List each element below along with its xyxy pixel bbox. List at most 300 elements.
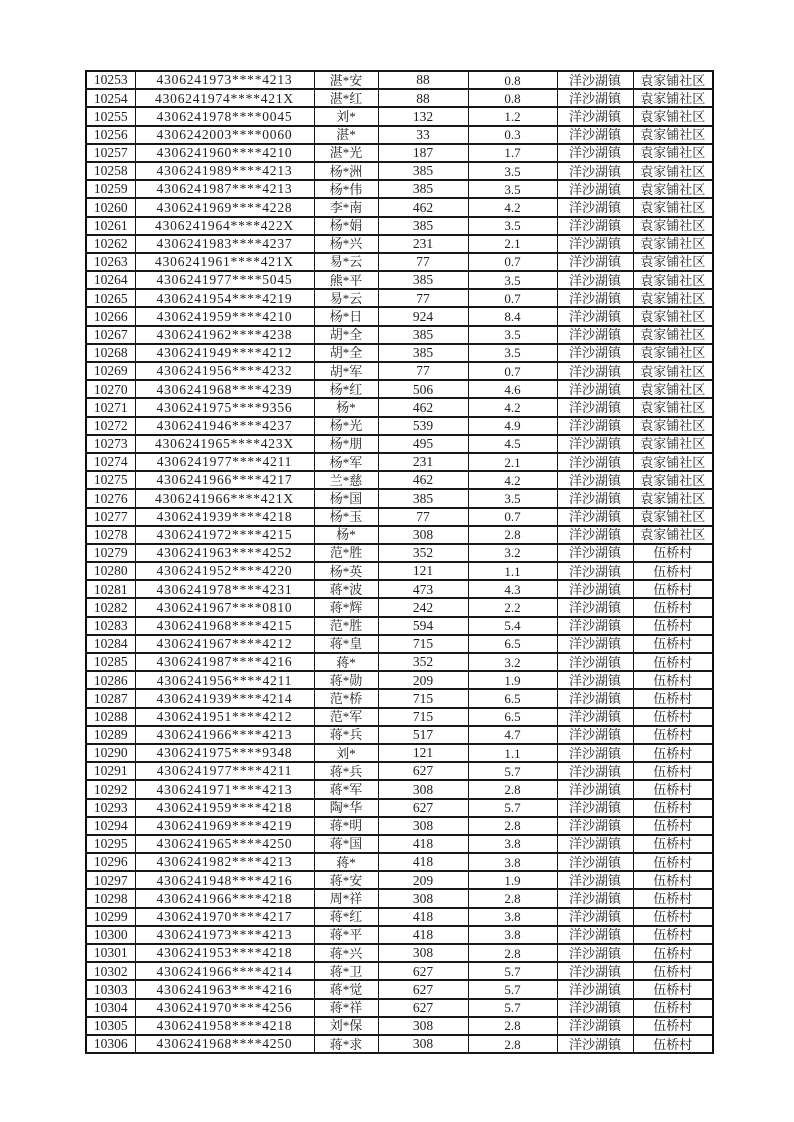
- cell-ratio: 2.1: [468, 235, 557, 253]
- cell-amount: 132: [378, 107, 468, 125]
- cell-village: 袁家铺社区: [633, 453, 713, 471]
- table-row: [86, 762, 713, 780]
- cell-name: 蒋*平: [314, 926, 378, 944]
- cell-seq: 10265: [86, 289, 135, 307]
- cell-amount: 352: [378, 544, 468, 562]
- cell-village: 袁家铺社区: [633, 89, 713, 107]
- cell-seq: 10258: [86, 162, 135, 180]
- cell-name: 范*军: [314, 708, 378, 726]
- cell-town: 洋沙湖镇: [557, 435, 633, 453]
- cell-village: 伍桥村: [633, 908, 713, 926]
- cell-amount: 473: [378, 580, 468, 598]
- cell-town: 洋沙湖镇: [557, 653, 633, 671]
- table-row: [86, 999, 713, 1017]
- cell-seq: 10296: [86, 853, 135, 871]
- cell-town: 洋沙湖镇: [557, 853, 633, 871]
- table-row: [86, 889, 713, 907]
- cell-id-masked: 4306241939****4218: [135, 508, 314, 526]
- cell-id-masked: 4306241956****4232: [135, 362, 314, 380]
- cell-village: 伍桥村: [633, 889, 713, 907]
- cell-town: 洋沙湖镇: [557, 744, 633, 762]
- cell-id-masked: 4306241963****4216: [135, 980, 314, 998]
- cell-ratio: 4.2: [468, 398, 557, 416]
- cell-id-masked: 4306241973****4213: [135, 926, 314, 944]
- table-row: [86, 653, 713, 671]
- cell-ratio: 0.7: [468, 289, 557, 307]
- cell-name: 杨*洲: [314, 162, 378, 180]
- cell-name: 蒋*勋: [314, 671, 378, 689]
- cell-amount: 308: [378, 1035, 468, 1053]
- cell-amount: 627: [378, 980, 468, 998]
- cell-amount: 231: [378, 453, 468, 471]
- cell-seq: 10299: [86, 908, 135, 926]
- cell-ratio: 2.8: [468, 944, 557, 962]
- cell-amount: 88: [378, 71, 468, 89]
- table-row: [86, 180, 713, 198]
- table-row: [86, 726, 713, 744]
- cell-seq: 10293: [86, 799, 135, 817]
- table-row: [86, 544, 713, 562]
- cell-seq: 10291: [86, 762, 135, 780]
- cell-name: 蒋*安: [314, 871, 378, 889]
- cell-town: 洋沙湖镇: [557, 289, 633, 307]
- cell-name: 杨*伟: [314, 180, 378, 198]
- cell-seq: 10261: [86, 217, 135, 235]
- cell-ratio: 3.5: [468, 344, 557, 362]
- table-row: [86, 307, 713, 325]
- table-row: [86, 598, 713, 616]
- cell-seq: 10300: [86, 926, 135, 944]
- cell-amount: 539: [378, 417, 468, 435]
- cell-seq: 10275: [86, 471, 135, 489]
- cell-id-masked: 4306241978****4231: [135, 580, 314, 598]
- cell-village: 袁家铺社区: [633, 180, 713, 198]
- cell-town: 洋沙湖镇: [557, 671, 633, 689]
- cell-village: 袁家铺社区: [633, 344, 713, 362]
- cell-amount: 121: [378, 562, 468, 580]
- cell-village: 伍桥村: [633, 726, 713, 744]
- cell-name: 蒋*明: [314, 817, 378, 835]
- cell-seq: 10276: [86, 489, 135, 507]
- cell-ratio: 2.1: [468, 453, 557, 471]
- cell-village: 伍桥村: [633, 835, 713, 853]
- cell-amount: 242: [378, 598, 468, 616]
- cell-id-masked: 4306241961****421X: [135, 253, 314, 271]
- cell-ratio: 0.7: [468, 508, 557, 526]
- cell-ratio: 6.5: [468, 635, 557, 653]
- cell-name: 易*云: [314, 253, 378, 271]
- cell-village: 袁家铺社区: [633, 126, 713, 144]
- cell-village: 伍桥村: [633, 1017, 713, 1035]
- cell-village: 袁家铺社区: [633, 307, 713, 325]
- cell-name: 刘*保: [314, 1017, 378, 1035]
- cell-village: 袁家铺社区: [633, 144, 713, 162]
- cell-seq: 10259: [86, 180, 135, 198]
- cell-village: 伍桥村: [633, 708, 713, 726]
- table-row: [86, 435, 713, 453]
- cell-village: 伍桥村: [633, 580, 713, 598]
- cell-amount: 121: [378, 744, 468, 762]
- table-row: [86, 835, 713, 853]
- cell-ratio: 3.5: [468, 217, 557, 235]
- cell-id-masked: 4306241946****4237: [135, 417, 314, 435]
- cell-town: 洋沙湖镇: [557, 380, 633, 398]
- cell-ratio: 5.7: [468, 962, 557, 980]
- cell-ratio: 5.4: [468, 617, 557, 635]
- table-row: [86, 817, 713, 835]
- cell-id-masked: 4306241965****423X: [135, 435, 314, 453]
- cell-amount: 385: [378, 326, 468, 344]
- cell-village: 伍桥村: [633, 617, 713, 635]
- cell-town: 洋沙湖镇: [557, 144, 633, 162]
- cell-village: 袁家铺社区: [633, 398, 713, 416]
- cell-town: 洋沙湖镇: [557, 307, 633, 325]
- cell-ratio: 3.2: [468, 544, 557, 562]
- table-row: [86, 326, 713, 344]
- cell-seq: 10297: [86, 871, 135, 889]
- cell-ratio: 2.8: [468, 526, 557, 544]
- cell-ratio: 5.7: [468, 762, 557, 780]
- cell-village: 袁家铺社区: [633, 471, 713, 489]
- cell-amount: 88: [378, 89, 468, 107]
- cell-ratio: 4.7: [468, 726, 557, 744]
- cell-ratio: 8.4: [468, 307, 557, 325]
- cell-ratio: 5.7: [468, 980, 557, 998]
- cell-name: 蒋*卫: [314, 962, 378, 980]
- table-row: [86, 126, 713, 144]
- cell-id-masked: 4306241954****4219: [135, 289, 314, 307]
- cell-id-masked: 4306242003****0060: [135, 126, 314, 144]
- table-row: [86, 671, 713, 689]
- cell-name: 杨*兴: [314, 235, 378, 253]
- cell-name: 杨*朋: [314, 435, 378, 453]
- cell-seq: 10278: [86, 526, 135, 544]
- cell-seq: 10253: [86, 71, 135, 89]
- cell-id-masked: 4306241966****4213: [135, 726, 314, 744]
- table-row: [86, 217, 713, 235]
- cell-amount: 308: [378, 889, 468, 907]
- cell-name: 蒋*波: [314, 580, 378, 598]
- cell-ratio: 0.7: [468, 253, 557, 271]
- cell-amount: 385: [378, 180, 468, 198]
- cell-town: 洋沙湖镇: [557, 344, 633, 362]
- cell-name: 湛*光: [314, 144, 378, 162]
- cell-seq: 10282: [86, 598, 135, 616]
- cell-town: 洋沙湖镇: [557, 580, 633, 598]
- cell-ratio: 3.5: [468, 326, 557, 344]
- cell-village: 伍桥村: [633, 853, 713, 871]
- cell-town: 洋沙湖镇: [557, 253, 633, 271]
- cell-name: 杨*: [314, 526, 378, 544]
- table-row: [86, 398, 713, 416]
- cell-town: 洋沙湖镇: [557, 817, 633, 835]
- cell-ratio: 2.8: [468, 1035, 557, 1053]
- cell-amount: 308: [378, 944, 468, 962]
- cell-amount: 308: [378, 1017, 468, 1035]
- cell-name: 蒋*觉: [314, 980, 378, 998]
- cell-town: 洋沙湖镇: [557, 398, 633, 416]
- cell-name: 杨*国: [314, 489, 378, 507]
- cell-amount: 462: [378, 198, 468, 216]
- cell-amount: 418: [378, 908, 468, 926]
- cell-name: 蒋*兵: [314, 762, 378, 780]
- cell-town: 洋沙湖镇: [557, 926, 633, 944]
- cell-town: 洋沙湖镇: [557, 562, 633, 580]
- cell-seq: 10304: [86, 999, 135, 1017]
- cell-seq: 10256: [86, 126, 135, 144]
- cell-name: 蒋*军: [314, 780, 378, 798]
- cell-name: 蒋*兵: [314, 726, 378, 744]
- table-row: [86, 489, 713, 507]
- cell-seq: 10295: [86, 835, 135, 853]
- cell-ratio: 6.5: [468, 708, 557, 726]
- cell-amount: 462: [378, 398, 468, 416]
- table-row: [86, 198, 713, 216]
- cell-id-masked: 4306241963****4252: [135, 544, 314, 562]
- table-row: [86, 871, 713, 889]
- cell-id-masked: 4306241958****4218: [135, 1017, 314, 1035]
- cell-ratio: 4.9: [468, 417, 557, 435]
- cell-name: 湛*: [314, 126, 378, 144]
- table-row: [86, 744, 713, 762]
- cell-name: 湛*安: [314, 71, 378, 89]
- cell-amount: 187: [378, 144, 468, 162]
- cell-name: 陶*华: [314, 799, 378, 817]
- cell-id-masked: 4306241951****4212: [135, 708, 314, 726]
- cell-name: 兰*慈: [314, 471, 378, 489]
- cell-village: 袁家铺社区: [633, 217, 713, 235]
- cell-village: 袁家铺社区: [633, 326, 713, 344]
- cell-town: 洋沙湖镇: [557, 799, 633, 817]
- cell-ratio: 2.8: [468, 889, 557, 907]
- cell-amount: 627: [378, 762, 468, 780]
- table-row: [86, 617, 713, 635]
- cell-ratio: 3.8: [468, 908, 557, 926]
- cell-amount: 715: [378, 635, 468, 653]
- cell-seq: 10289: [86, 726, 135, 744]
- cell-seq: 10272: [86, 417, 135, 435]
- cell-town: 洋沙湖镇: [557, 944, 633, 962]
- cell-ratio: 5.7: [468, 799, 557, 817]
- cell-amount: 33: [378, 126, 468, 144]
- cell-id-masked: 4306241971****4213: [135, 780, 314, 798]
- cell-amount: 418: [378, 853, 468, 871]
- cell-amount: 385: [378, 489, 468, 507]
- cell-village: 袁家铺社区: [633, 198, 713, 216]
- cell-ratio: 4.2: [468, 471, 557, 489]
- cell-amount: 418: [378, 835, 468, 853]
- cell-town: 洋沙湖镇: [557, 544, 633, 562]
- table-row: [86, 780, 713, 798]
- cell-village: 袁家铺社区: [633, 289, 713, 307]
- cell-id-masked: 4306241966****421X: [135, 489, 314, 507]
- cell-seq: 10281: [86, 580, 135, 598]
- cell-town: 洋沙湖镇: [557, 526, 633, 544]
- cell-town: 洋沙湖镇: [557, 635, 633, 653]
- cell-ratio: 1.7: [468, 144, 557, 162]
- cell-amount: 77: [378, 508, 468, 526]
- cell-name: 胡*全: [314, 326, 378, 344]
- cell-name: 范*胜: [314, 544, 378, 562]
- cell-id-masked: 4306241956****4211: [135, 671, 314, 689]
- cell-town: 洋沙湖镇: [557, 471, 633, 489]
- cell-town: 洋沙湖镇: [557, 71, 633, 89]
- cell-id-masked: 4306241983****4237: [135, 235, 314, 253]
- table-row: [86, 253, 713, 271]
- cell-village: 袁家铺社区: [633, 235, 713, 253]
- table-row: [86, 580, 713, 598]
- table-row: [86, 1035, 713, 1053]
- cell-town: 洋沙湖镇: [557, 962, 633, 980]
- cell-town: 洋沙湖镇: [557, 689, 633, 707]
- cell-seq: 10269: [86, 362, 135, 380]
- cell-amount: 506: [378, 380, 468, 398]
- cell-ratio: 4.6: [468, 380, 557, 398]
- cell-town: 洋沙湖镇: [557, 871, 633, 889]
- cell-name: 杨*: [314, 398, 378, 416]
- cell-ratio: 3.8: [468, 926, 557, 944]
- cell-amount: 715: [378, 708, 468, 726]
- cell-seq: 10263: [86, 253, 135, 271]
- cell-id-masked: 4306241967****4212: [135, 635, 314, 653]
- cell-town: 洋沙湖镇: [557, 235, 633, 253]
- cell-id-masked: 4306241953****4218: [135, 944, 314, 962]
- cell-seq: 10279: [86, 544, 135, 562]
- cell-id-masked: 4306241966****4218: [135, 889, 314, 907]
- cell-seq: 10303: [86, 980, 135, 998]
- cell-seq: 10302: [86, 962, 135, 980]
- cell-village: 伍桥村: [633, 799, 713, 817]
- cell-ratio: 3.8: [468, 835, 557, 853]
- cell-amount: 209: [378, 671, 468, 689]
- cell-id-masked: 4306241972****4215: [135, 526, 314, 544]
- cell-town: 洋沙湖镇: [557, 198, 633, 216]
- cell-name: 蒋*: [314, 853, 378, 871]
- cell-town: 洋沙湖镇: [557, 107, 633, 125]
- cell-amount: 385: [378, 271, 468, 289]
- cell-village: 袁家铺社区: [633, 107, 713, 125]
- cell-amount: 77: [378, 362, 468, 380]
- cell-village: 袁家铺社区: [633, 162, 713, 180]
- table-row: [86, 71, 713, 89]
- cell-ratio: 3.5: [468, 180, 557, 198]
- cell-name: 杨*英: [314, 562, 378, 580]
- cell-id-masked: 4306241939****4214: [135, 689, 314, 707]
- cell-town: 洋沙湖镇: [557, 908, 633, 926]
- cell-name: 杨*光: [314, 417, 378, 435]
- cell-amount: 385: [378, 344, 468, 362]
- roster-table-body: [86, 71, 713, 1053]
- cell-village: 伍桥村: [633, 962, 713, 980]
- table-row: [86, 1017, 713, 1035]
- cell-town: 洋沙湖镇: [557, 362, 633, 380]
- cell-village: 袁家铺社区: [633, 526, 713, 544]
- cell-id-masked: 4306241987****4216: [135, 653, 314, 671]
- cell-village: 袁家铺社区: [633, 489, 713, 507]
- cell-amount: 352: [378, 653, 468, 671]
- cell-amount: 517: [378, 726, 468, 744]
- cell-name: 易*云: [314, 289, 378, 307]
- cell-id-masked: 4306241973****4213: [135, 71, 314, 89]
- cell-id-masked: 4306241948****4216: [135, 871, 314, 889]
- cell-id-masked: 4306241966****4214: [135, 962, 314, 980]
- cell-name: 杨*玉: [314, 508, 378, 526]
- cell-seq: 10257: [86, 144, 135, 162]
- cell-id-masked: 4306241968****4239: [135, 380, 314, 398]
- cell-seq: 10287: [86, 689, 135, 707]
- table-row: [86, 144, 713, 162]
- cell-village: 袁家铺社区: [633, 253, 713, 271]
- cell-village: 伍桥村: [633, 1035, 713, 1053]
- cell-town: 洋沙湖镇: [557, 617, 633, 635]
- cell-id-masked: 4306241966****4217: [135, 471, 314, 489]
- cell-name: 胡*军: [314, 362, 378, 380]
- cell-id-masked: 4306241960****4210: [135, 144, 314, 162]
- cell-amount: 308: [378, 780, 468, 798]
- cell-town: 洋沙湖镇: [557, 762, 633, 780]
- cell-amount: 209: [378, 871, 468, 889]
- cell-seq: 10274: [86, 453, 135, 471]
- table-row: [86, 344, 713, 362]
- cell-seq: 10277: [86, 508, 135, 526]
- cell-id-masked: 4306241977****5045: [135, 271, 314, 289]
- table-row: [86, 362, 713, 380]
- cell-seq: 10283: [86, 617, 135, 635]
- cell-name: 杨*红: [314, 380, 378, 398]
- cell-ratio: 1.1: [468, 562, 557, 580]
- cell-name: 蒋*: [314, 653, 378, 671]
- cell-seq: 10267: [86, 326, 135, 344]
- cell-name: 蒋*兴: [314, 944, 378, 962]
- table-row: [86, 289, 713, 307]
- cell-name: 刘*: [314, 744, 378, 762]
- cell-seq: 10294: [86, 817, 135, 835]
- cell-seq: 10266: [86, 307, 135, 325]
- cell-name: 范*桥: [314, 689, 378, 707]
- cell-seq: 10270: [86, 380, 135, 398]
- cell-id-masked: 4306241969****4219: [135, 817, 314, 835]
- cell-village: 伍桥村: [633, 598, 713, 616]
- cell-amount: 462: [378, 471, 468, 489]
- cell-amount: 627: [378, 799, 468, 817]
- cell-village: 袁家铺社区: [633, 362, 713, 380]
- cell-name: 蒋*祥: [314, 999, 378, 1017]
- cell-id-masked: 4306241974****421X: [135, 89, 314, 107]
- table-row: [86, 853, 713, 871]
- cell-town: 洋沙湖镇: [557, 999, 633, 1017]
- table-row: [86, 799, 713, 817]
- cell-town: 洋沙湖镇: [557, 1017, 633, 1035]
- table-row: [86, 107, 713, 125]
- cell-name: 蒋*求: [314, 1035, 378, 1053]
- cell-village: 伍桥村: [633, 671, 713, 689]
- cell-town: 洋沙湖镇: [557, 835, 633, 853]
- cell-seq: 10292: [86, 780, 135, 798]
- cell-ratio: 3.5: [468, 162, 557, 180]
- cell-name: 杨*军: [314, 453, 378, 471]
- cell-village: 伍桥村: [633, 817, 713, 835]
- cell-amount: 924: [378, 307, 468, 325]
- cell-town: 洋沙湖镇: [557, 162, 633, 180]
- cell-village: 伍桥村: [633, 544, 713, 562]
- cell-name: 熊*平: [314, 271, 378, 289]
- cell-id-masked: 4306241975****9356: [135, 398, 314, 416]
- cell-ratio: 1.9: [468, 871, 557, 889]
- cell-seq: 10286: [86, 671, 135, 689]
- cell-town: 洋沙湖镇: [557, 180, 633, 198]
- cell-town: 洋沙湖镇: [557, 326, 633, 344]
- cell-ratio: 4.5: [468, 435, 557, 453]
